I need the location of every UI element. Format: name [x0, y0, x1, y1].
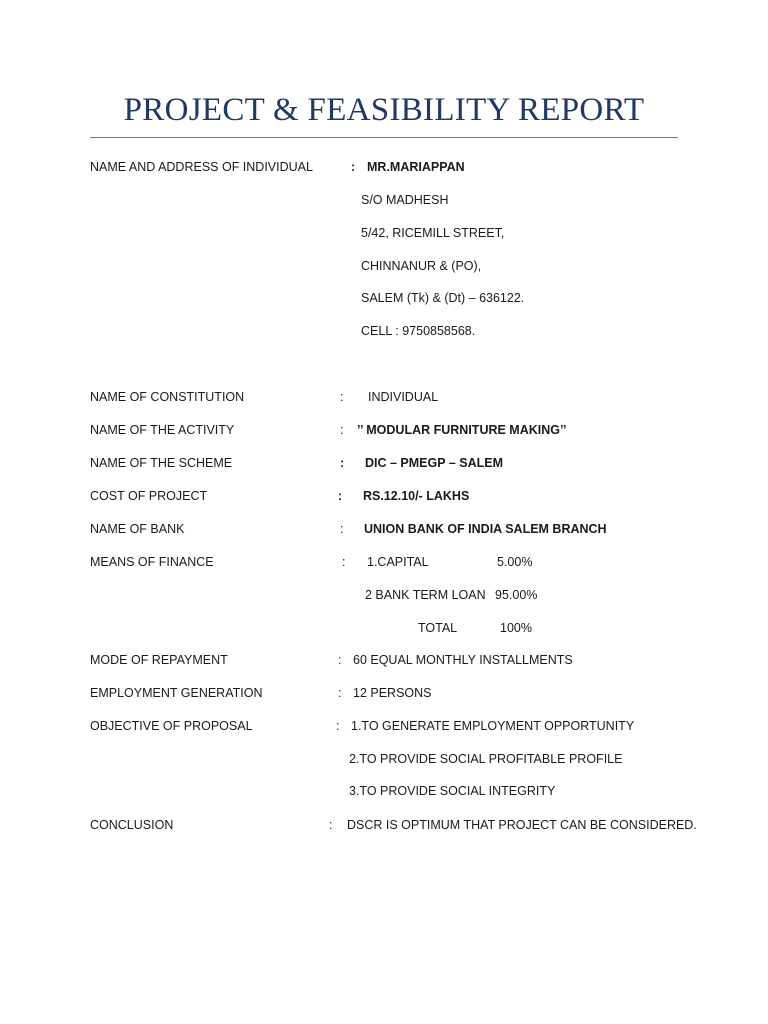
- objective-item: 3.TO PROVIDE SOCIAL INTEGRITY: [349, 784, 556, 798]
- address-line: SALEM (Tk) & (Dt) – 636122.: [361, 291, 525, 305]
- address-line: CHINNANUR & (PO),: [361, 259, 482, 273]
- individual-label: NAME AND ADDRESS OF INDIVIDUAL: [90, 160, 313, 174]
- address-line: 5/42, RICEMILL STREET,: [361, 226, 505, 240]
- address-phone: CELL : 9750858568.: [361, 324, 476, 338]
- bank-label: NAME OF BANK: [90, 522, 185, 536]
- address-line: S/O MADHESH: [361, 193, 449, 207]
- cost-label: COST OF PROJECT: [90, 489, 208, 503]
- activity-value: ’’ MODULAR FURNITURE MAKING’’: [357, 423, 567, 437]
- activity-colon: :: [340, 423, 344, 437]
- conclusion-value: DSCR IS OPTIMUM THAT PROJECT CAN BE CONSIDERED.: [347, 818, 697, 832]
- finance-item-value: 95.00%: [495, 588, 538, 602]
- cost-value: RS.12.10/- LAKHS: [363, 489, 470, 503]
- scheme-colon: :: [340, 456, 345, 470]
- activity-label: NAME OF THE ACTIVITY: [90, 423, 235, 437]
- objective-item: 1.TO GENERATE EMPLOYMENT OPPORTUNITY: [351, 719, 635, 733]
- employment-label: EMPLOYMENT GENERATION: [90, 686, 263, 700]
- finance-item-value: 5.00%: [497, 555, 533, 569]
- finance-total-label: TOTAL: [418, 621, 458, 635]
- page-title: PROJECT & FEASIBILITY REPORT: [123, 92, 645, 128]
- title-underline: [90, 137, 678, 138]
- bank-value: UNION BANK OF INDIA SALEM BRANCH: [364, 522, 607, 536]
- repayment-value: 60 EQUAL MONTHLY INSTALLMENTS: [353, 653, 573, 667]
- finance-colon: :: [342, 555, 346, 569]
- constitution-value: INDIVIDUAL: [368, 390, 439, 404]
- scheme-label: NAME OF THE SCHEME: [90, 456, 233, 470]
- finance-item-name: 2 BANK TERM LOAN: [365, 588, 486, 602]
- repayment-label: MODE OF REPAYMENT: [90, 653, 228, 667]
- conclusion-colon: :: [329, 818, 333, 832]
- scheme-value: DIC – PMEGP – SALEM: [365, 456, 503, 470]
- conclusion-label: CONCLUSION: [90, 818, 174, 832]
- finance-item-name: 1.CAPITAL: [367, 555, 429, 569]
- repayment-colon: :: [338, 653, 342, 667]
- constitution-colon: :: [340, 390, 344, 404]
- bank-colon: :: [340, 522, 344, 536]
- finance-label: MEANS OF FINANCE: [90, 555, 214, 569]
- finance-total-value: 100%: [500, 621, 532, 635]
- objective-colon: :: [336, 719, 340, 733]
- employment-colon: :: [338, 686, 342, 700]
- employment-value: 12 PERSONS: [353, 686, 432, 700]
- objective-label: OBJECTIVE OF PROPOSAL: [90, 719, 253, 733]
- objective-item: 2.TO PROVIDE SOCIAL PROFITABLE PROFILE: [349, 752, 623, 766]
- individual-name: MR.MARIAPPAN: [367, 160, 465, 174]
- cost-colon: :: [338, 489, 343, 503]
- individual-colon: :: [351, 160, 356, 174]
- constitution-label: NAME OF CONSTITUTION: [90, 390, 245, 404]
